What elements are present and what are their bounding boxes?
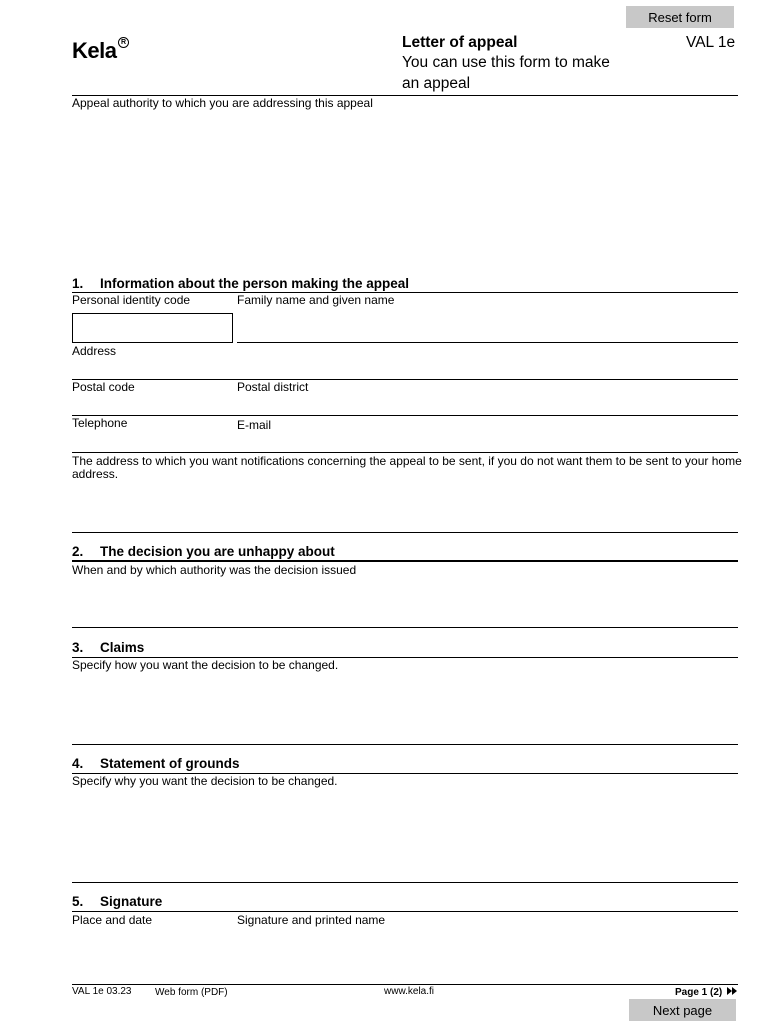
telephone-input[interactable] xyxy=(72,431,233,452)
email-label: E-mail xyxy=(237,418,272,432)
email-input[interactable] xyxy=(237,431,738,452)
section4-number: 4. xyxy=(72,756,84,771)
logo-mark-icon: R xyxy=(118,37,129,48)
section2-hint: When and by which authority was the decision issued xyxy=(72,563,357,577)
address-underline xyxy=(72,379,738,380)
footer-divider xyxy=(72,984,738,985)
section1-number: 1. xyxy=(72,276,84,291)
grounds-field[interactable] xyxy=(72,790,738,880)
postal-code-label: Postal code xyxy=(72,380,135,394)
double-arrow-icon xyxy=(727,987,738,998)
section4-title: Statement of grounds xyxy=(100,756,240,771)
notification-underline xyxy=(72,532,738,533)
authority-field[interactable] xyxy=(72,112,738,272)
section5-heading xyxy=(72,894,162,909)
form-code: VAL 1e xyxy=(686,34,736,51)
next-page-button[interactable]: Next page xyxy=(629,999,736,1021)
section4-underline xyxy=(72,882,738,883)
footer-page xyxy=(675,987,738,998)
section5-number: 5. xyxy=(72,894,84,909)
address-label: Address xyxy=(72,344,117,358)
personal-id-input[interactable] xyxy=(72,313,233,343)
postal-underline xyxy=(72,415,738,416)
section4-heading xyxy=(72,756,240,771)
postal-district-input[interactable] xyxy=(237,394,738,415)
section3-hint: Specify how you want the decision to be changed. xyxy=(72,658,339,672)
notification-label-line2: address. xyxy=(72,467,119,481)
section3-heading xyxy=(72,640,144,655)
section2-underline xyxy=(72,627,738,628)
place-date-input[interactable] xyxy=(72,930,233,982)
footer-website: www.kela.fi xyxy=(384,986,435,997)
authority-label: Appeal authority to which you are addressing this appeal xyxy=(72,96,373,110)
telephone-underline xyxy=(72,452,738,453)
page-indicator: Page 1 (2) xyxy=(675,987,723,999)
telephone-label: Telephone xyxy=(72,416,128,430)
section3-title: Claims xyxy=(100,640,145,655)
form-title: Letter of appeal xyxy=(402,34,518,51)
section2-heading xyxy=(72,544,335,559)
section5-title: Signature xyxy=(100,894,163,909)
name-label: Family name and given name xyxy=(237,293,395,307)
name-underline xyxy=(237,342,738,343)
address-input[interactable] xyxy=(72,358,738,380)
section3-underline xyxy=(72,744,738,745)
section1-heading xyxy=(72,276,409,291)
place-date-label: Place and date xyxy=(72,913,153,927)
notification-address-field[interactable] xyxy=(72,482,738,530)
claims-field[interactable] xyxy=(72,674,738,742)
postal-code-input[interactable] xyxy=(72,394,233,415)
section3-number: 3. xyxy=(72,640,84,655)
footer-form-type: Web form (PDF) xyxy=(155,987,228,998)
notification-label-line1: The address to which you want notifications concerning the appeal to be sent, if you do not want them to be sent to your home xyxy=(72,454,742,468)
section5-divider xyxy=(72,911,738,912)
form-subtitle-line1: You can use this form to make xyxy=(402,54,610,71)
section2-title: The decision you are unhappy about xyxy=(100,544,335,559)
form-subtitle-line2: an appeal xyxy=(402,75,471,92)
decision-field[interactable] xyxy=(72,579,738,625)
personal-id-label: Personal identity code xyxy=(72,293,191,307)
footer-code: VAL 1e 03.23 xyxy=(72,986,132,997)
section2-number: 2. xyxy=(72,544,84,559)
name-input[interactable] xyxy=(237,313,738,343)
section4-hint: Specify why you want the decision to be changed. xyxy=(72,774,338,788)
kela-logo xyxy=(72,38,127,64)
signature-label: Signature and printed name xyxy=(237,913,386,927)
section2-divider xyxy=(72,560,738,562)
section1-title: Information about the person making the appeal xyxy=(100,276,410,291)
signature-area xyxy=(237,930,738,982)
logo-text: Kela xyxy=(72,38,117,63)
postal-district-label: Postal district xyxy=(237,380,309,394)
reset-form-button[interactable]: Reset form xyxy=(626,6,734,28)
